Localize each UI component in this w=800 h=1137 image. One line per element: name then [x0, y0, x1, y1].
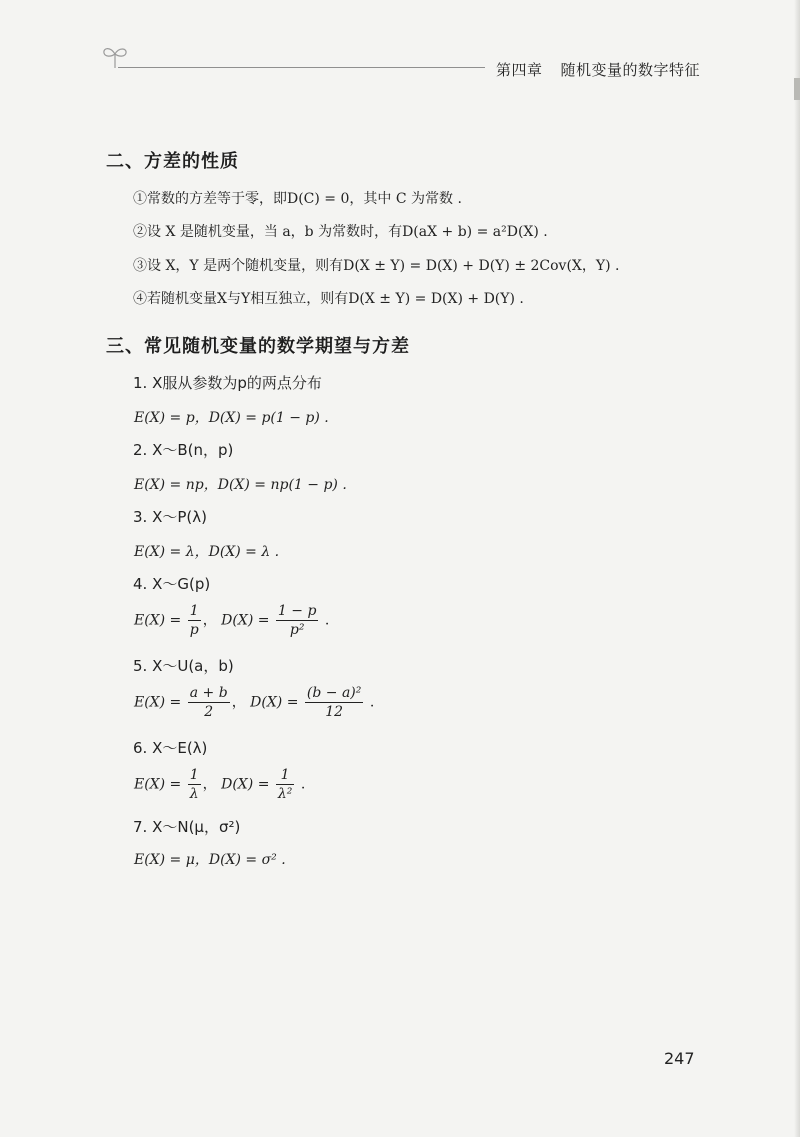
distribution-title: 3. X～P(λ): [133, 508, 207, 526]
header-rule: [118, 67, 485, 68]
fraction-denominator: p: [189, 622, 199, 638]
fraction-denominator: p²: [289, 622, 305, 638]
running-header: [496, 59, 700, 80]
distribution-formula: E(X) = λ，D(X) = λ .: [134, 544, 280, 560]
fraction-numerator: (b − a)²: [306, 685, 362, 701]
page-edge-tab: [794, 78, 800, 100]
formula-end: .: [324, 612, 330, 629]
distribution-title: 2. X～B(n，p): [133, 441, 234, 459]
fraction: [276, 602, 319, 639]
formula-lhs: D(X) =: [221, 612, 270, 629]
distribution-formula: E(X) = μ，D(X) = σ² .: [134, 852, 286, 868]
formula-lhs: D(X) =: [221, 776, 270, 793]
distribution-formula: [134, 684, 374, 721]
fraction-numerator: a + b: [189, 685, 228, 701]
fraction-numerator: 1: [276, 766, 295, 785]
property-item: ④若随机变量X与Y相互独立，则有D(X ± Y) = D(X) + D(Y) .: [133, 291, 524, 307]
section-title-common-distributions: 三、常见随机变量的数学期望与方差: [106, 336, 410, 357]
chapter-title: 随机变量的数字特征: [560, 61, 701, 79]
page-number: 247: [664, 1049, 695, 1068]
distribution-title: 5. X～U(a，b): [133, 657, 234, 675]
fraction-denominator: 12: [325, 704, 344, 720]
distribution-title: 6. X～E(λ): [133, 739, 208, 757]
chapter-label: 第四章: [496, 61, 543, 79]
formula-separator: ，: [202, 776, 217, 793]
formula-lhs: E(X) =: [134, 776, 182, 793]
distribution-title: 1. X服从参数为p的两点分布: [133, 374, 322, 392]
property-item: ②设 X 是随机变量，当 a，b 为常数时，有D(aX + b) = a²D(X) .: [133, 224, 548, 240]
distribution-title: 4. X～G(p): [133, 575, 211, 593]
distribution-formula: [134, 766, 305, 803]
distribution-formula: [134, 602, 329, 639]
formula-lhs: E(X) =: [134, 694, 182, 711]
fraction: [188, 684, 230, 721]
property-item: ①常数的方差等于零，即D(C) = 0，其中 C 为常数 .: [133, 191, 462, 207]
fraction-denominator: λ: [189, 786, 199, 802]
formula-lhs: D(X) =: [250, 694, 299, 711]
fraction-numerator: 1: [189, 767, 199, 783]
distribution-formula: E(X) = p，D(X) = p(1 − p) .: [134, 410, 329, 426]
formula-end: .: [369, 694, 375, 711]
formula-separator: ，: [231, 694, 246, 711]
fraction: [188, 766, 201, 803]
fraction-numerator: 1 − p: [277, 603, 317, 619]
fraction: [276, 766, 295, 803]
fraction-denominator: 2: [204, 704, 214, 720]
section-title-variance-properties: 二、方差的性质: [106, 151, 239, 172]
distribution-formula: E(X) = np，D(X) = np(1 − p) .: [134, 477, 347, 493]
formula-separator: ，: [202, 612, 217, 629]
page-edge: [794, 0, 800, 1137]
fraction-numerator: 1: [188, 602, 201, 621]
fraction: [305, 684, 363, 721]
fraction: [188, 602, 201, 639]
distribution-title: 7. X～N(μ，σ²): [133, 818, 241, 836]
formula-lhs: E(X) =: [134, 612, 182, 629]
formula-end: .: [300, 776, 306, 793]
property-item: ③设 X，Y 是两个随机变量，则有D(X ± Y) = D(X) + D(Y) ± 2Cov(X，Y) .: [133, 258, 620, 274]
fraction-denominator: λ²: [277, 786, 293, 802]
